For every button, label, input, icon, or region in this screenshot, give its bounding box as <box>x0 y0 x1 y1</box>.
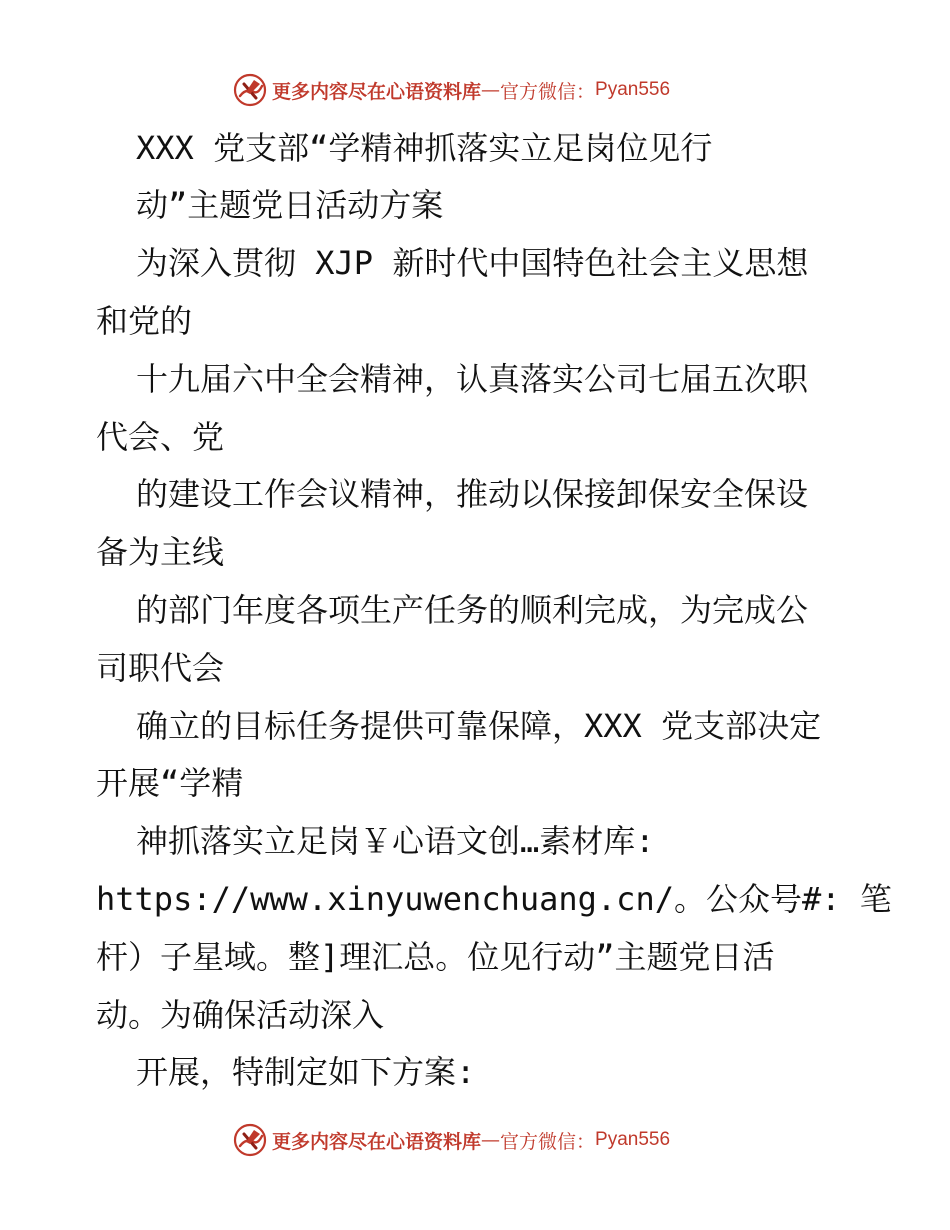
title-line-1: XXX 党支部“学精神抓落实立足岗位见行 <box>136 129 713 167</box>
book-pen-logo-icon <box>232 1122 268 1158</box>
paragraph-line: 开展“学精 <box>96 764 244 802</box>
paragraph-line: 动。为确保活动深入 <box>96 996 385 1034</box>
paragraph-line: 的部门年度各项生产任务的顺利完成，为完成公 <box>136 591 809 629</box>
paragraph-line: 司职代会 <box>96 649 225 687</box>
watermark-label: 官方微信： <box>500 1130 596 1153</box>
paragraph-line: 的建设工作会议精神，推动以保接卸保安全保设 <box>136 475 809 513</box>
footer-watermark <box>232 1120 670 1160</box>
watermark-dash: — <box>481 79 501 101</box>
header-watermark <box>232 70 670 110</box>
title-line-2: 动”主题党日活动方案 <box>136 186 444 224</box>
paragraph-line: 为深入贯彻 XJP 新时代中国特色社会主义思想 <box>136 244 809 282</box>
paragraph-line: 和党的 <box>96 302 193 340</box>
paragraph-line: 十九届六中全会精神，认真落实公司七届五次职 <box>136 360 809 398</box>
paragraph-line: 代会、党 <box>96 418 225 456</box>
watermark-text: 更多内容尽在心语资料库 <box>272 80 482 103</box>
paragraph-line: 神抓落实立足岗￥心语文创…素材库: <box>136 822 655 860</box>
paragraph-line: 确立的目标任务提供可靠保障，XXX 党支部决定 <box>136 707 822 745</box>
paragraph-line: 备为主线 <box>96 533 225 571</box>
watermark-dash: — <box>481 1129 501 1151</box>
book-pen-logo-icon <box>232 72 268 108</box>
paragraph-line: https://www.xinyuwenchuang.cn/。公众号#: 笔 <box>96 880 892 918</box>
watermark-label: 官方微信： <box>500 80 596 103</box>
paragraph-line: 杆）子星域。整]理汇总。位见行动”主题党日活 <box>96 938 775 976</box>
watermark-text: 更多内容尽在心语资料库 <box>272 1130 482 1153</box>
watermark-id: Pyan556 <box>595 1129 671 1150</box>
watermark-id: Pyan556 <box>595 79 671 100</box>
paragraph-line: 开展，特制定如下方案: <box>136 1053 476 1091</box>
